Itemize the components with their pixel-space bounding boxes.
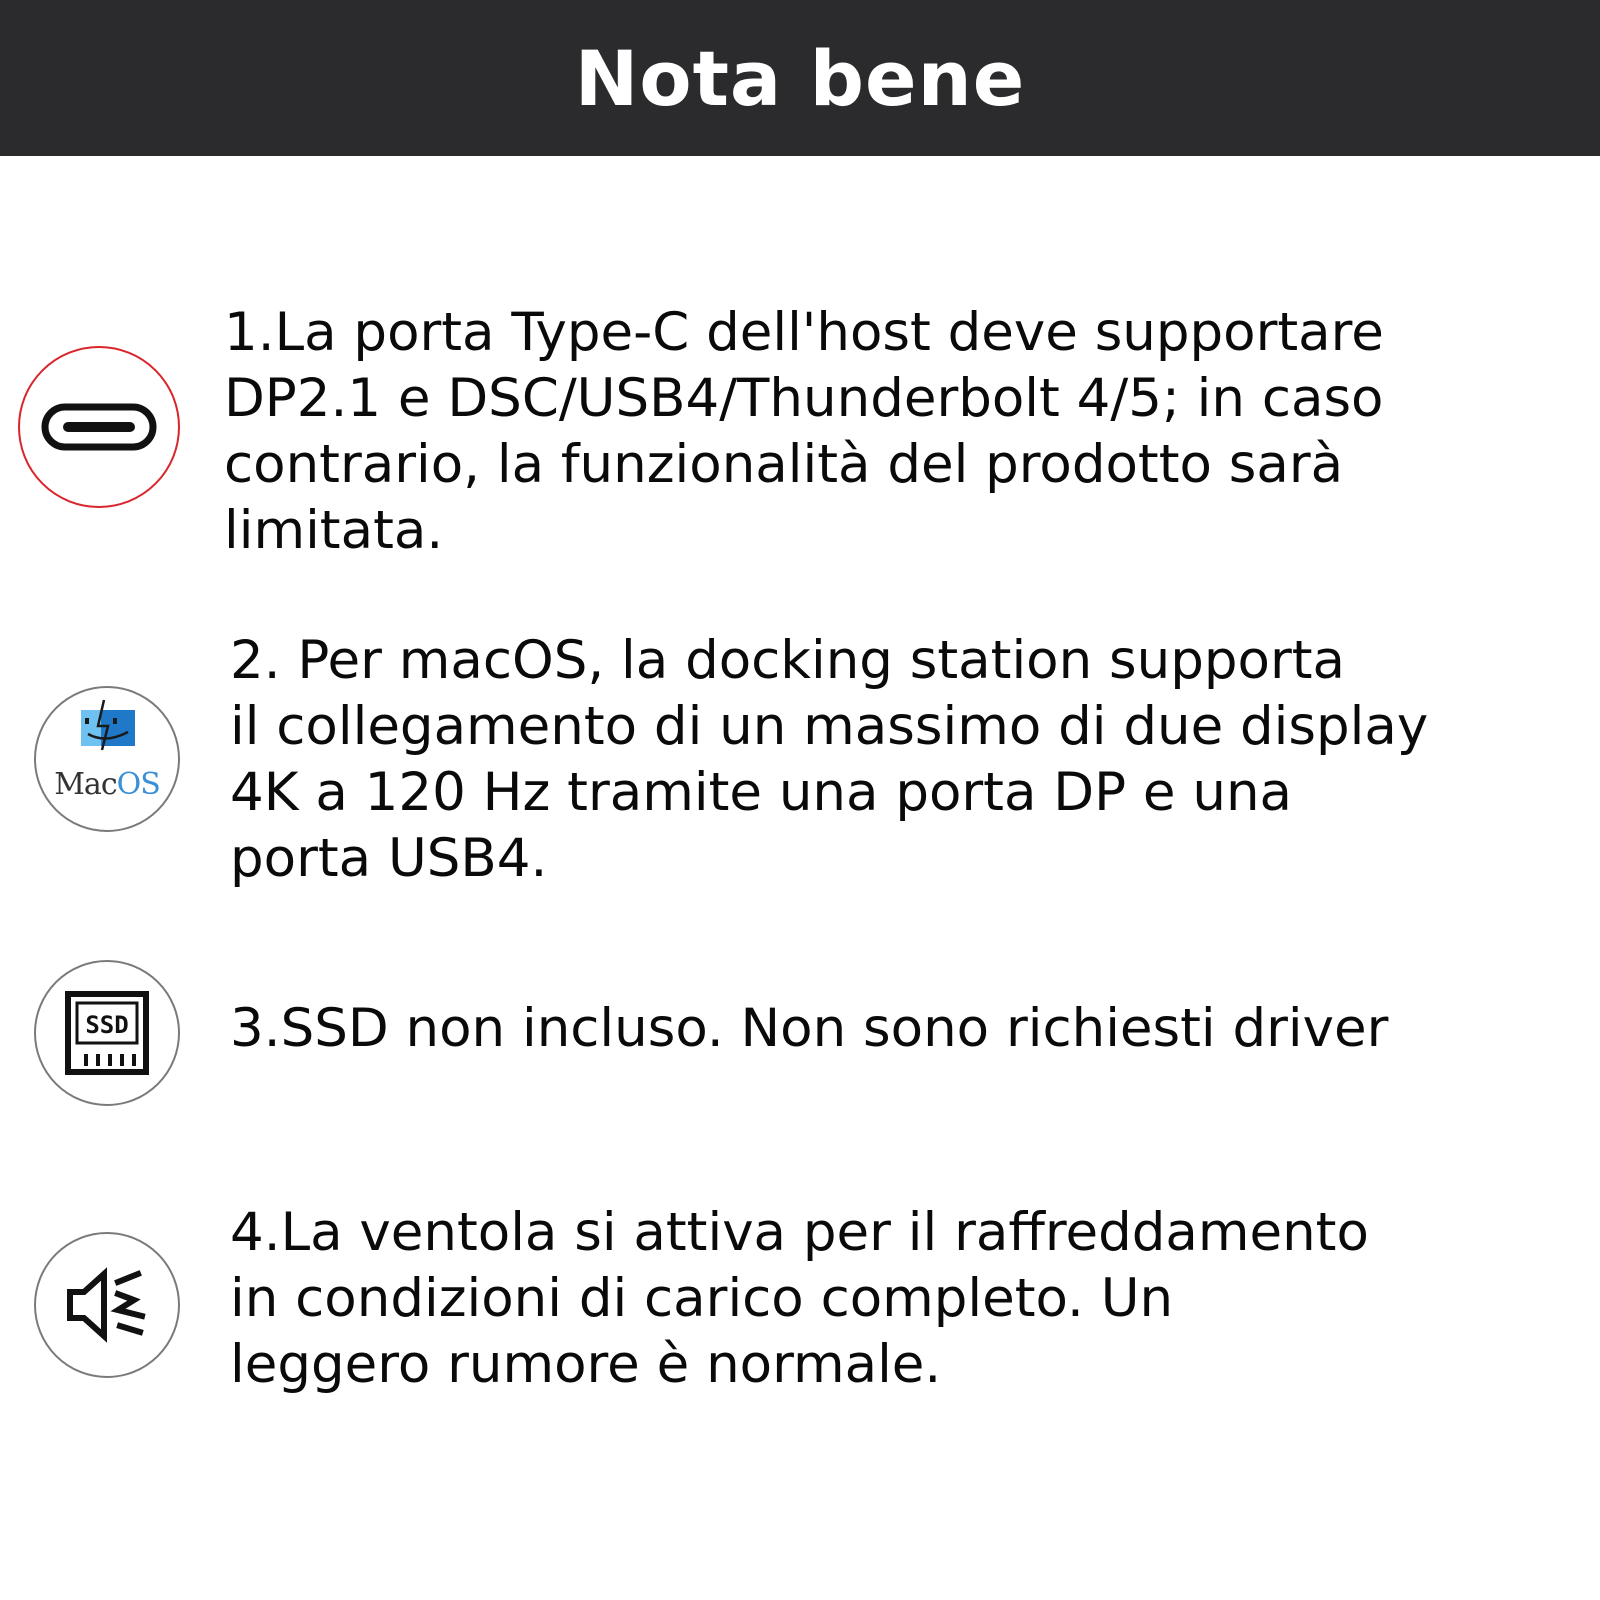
macos-logo-text: MacOS (54, 767, 160, 802)
icon-badge (18, 346, 180, 508)
page-title: Nota bene (574, 33, 1026, 123)
icon-badge (34, 686, 180, 832)
note-text: 2. Per macOS, la docking station supporta il collegamento di un massimo di due display 4K a 120 Hz tramite una porta DP e una porta USB4. (230, 630, 1429, 889)
note-item-type-c (0, 300, 1600, 580)
note-item-fan-noise (0, 1200, 1600, 1460)
note-text: 4.La ventola si attiva per il raffreddamento in condizioni di carico completo. Un leggero rumore è normale. (230, 1202, 1369, 1395)
note-text: 1.La porta Type-C dell'host deve supportare DP2.1 e DSC/USB4/Thunderbolt 4/5; in caso contrario, la funzionalità del prodotto sarà limitata. (224, 302, 1384, 561)
macos-icon (34, 686, 180, 832)
note-item-ssd (0, 956, 1600, 1116)
ssd-label: SSD (85, 1011, 129, 1039)
fan-noise-speaker-icon (62, 1260, 152, 1350)
ssd-icon (62, 988, 152, 1078)
header-bar (0, 0, 1600, 156)
usb-type-c-icon (39, 397, 159, 457)
icon-badge (34, 960, 180, 1106)
icon-badge (34, 1232, 180, 1378)
note-text: 3.SSD non incluso. Non sono richiesti driver (230, 998, 1389, 1059)
note-item-macos (0, 628, 1600, 908)
